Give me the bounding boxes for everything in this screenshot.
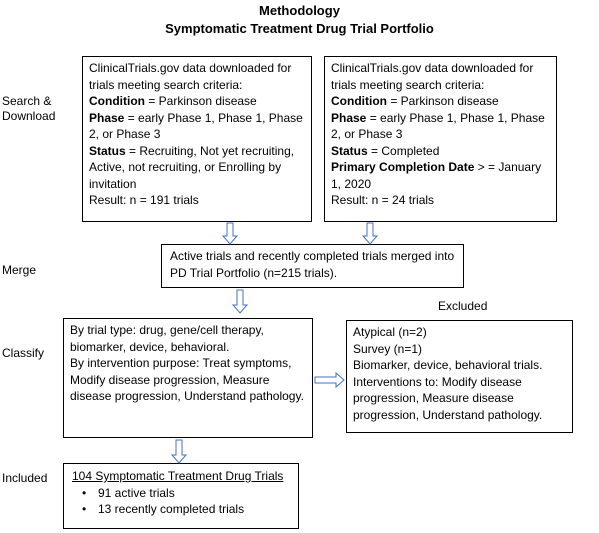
arrow-down-left-to-merge xyxy=(223,223,237,244)
search-box-active-phase: Phase = early Phase 1, Phase 1, Phase 2, or Phase 3 xyxy=(89,110,303,141)
search-box-active-status: Status = Recruiting, Not yet recruiting, Active, not recruiting, or Enrolling by invitation xyxy=(89,143,295,191)
merge-box-text: Active trials and recently completed trials merged into PD Trial Portfolio (n=215 trials). xyxy=(170,249,455,280)
arrow-down-classify-to-included xyxy=(172,440,186,463)
excluded-interventions: Interventions to: Modify disease progression, Measure disease progression, Understand pathology. xyxy=(353,374,543,422)
search-box-completed-intro: ClinicalTrials.gov data downloaded for trials meeting search criteria: xyxy=(331,61,534,92)
search-box-completed-phase: Phase = early Phase 1, Phase 1, Phase 2, or Phase 3 xyxy=(331,110,545,141)
stage-label-merge: Merge xyxy=(2,263,37,277)
stage-label-included: Included xyxy=(2,471,48,485)
diagram-title: Methodology xyxy=(259,3,340,18)
stage-label-search-line1: Search & xyxy=(2,94,52,108)
search-box-completed-pcd: Primary Completion Date > = January 1, 2020 xyxy=(331,160,542,191)
stage-label-classify: Classify xyxy=(2,346,45,360)
included-item-completed: • 13 recently completed trials xyxy=(72,501,290,518)
arrow-right-classify-to-excluded xyxy=(315,373,344,387)
search-box-active-condition: Condition = Parkinson disease xyxy=(89,94,257,108)
search-box-active-result: Result: n = 191 trials xyxy=(89,193,199,207)
excluded-trial-types: Biomarker, device, behavioral trials. xyxy=(353,358,543,372)
search-box-completed-result: Result: n = 24 trials xyxy=(331,193,435,207)
included-heading: 104 Symptomatic Treatment Drug Trials xyxy=(72,469,284,483)
search-box-completed-status: Status = Completed xyxy=(331,143,440,158)
excluded-atypical: Atypical (n=2) xyxy=(353,325,427,339)
stage-label-search-line2: Download xyxy=(2,109,56,123)
diagram-subtitle: Symptomatic Treatment Drug Trial Portfolio xyxy=(165,21,434,36)
included-item-active: • 91 active trials xyxy=(72,485,290,502)
search-box-active-intro: ClinicalTrials.gov data downloaded for trials meeting search criteria: xyxy=(89,61,292,92)
classify-by-type: By trial type: drug, gene/cell therapy, biomarker, device, behavioral. xyxy=(70,323,264,354)
classify-by-purpose: By intervention purpose: Treat symptoms, Modify disease progression, Measure disease progression, Understand pathology. xyxy=(70,356,304,403)
search-box-completed-condition: Condition = Parkinson disease xyxy=(331,94,499,108)
excluded-survey: Survey (n=1) xyxy=(353,341,423,356)
excluded-label: Excluded xyxy=(438,299,488,313)
arrow-down-merge-to-classify xyxy=(233,290,247,313)
arrow-down-right-to-merge xyxy=(363,223,377,244)
